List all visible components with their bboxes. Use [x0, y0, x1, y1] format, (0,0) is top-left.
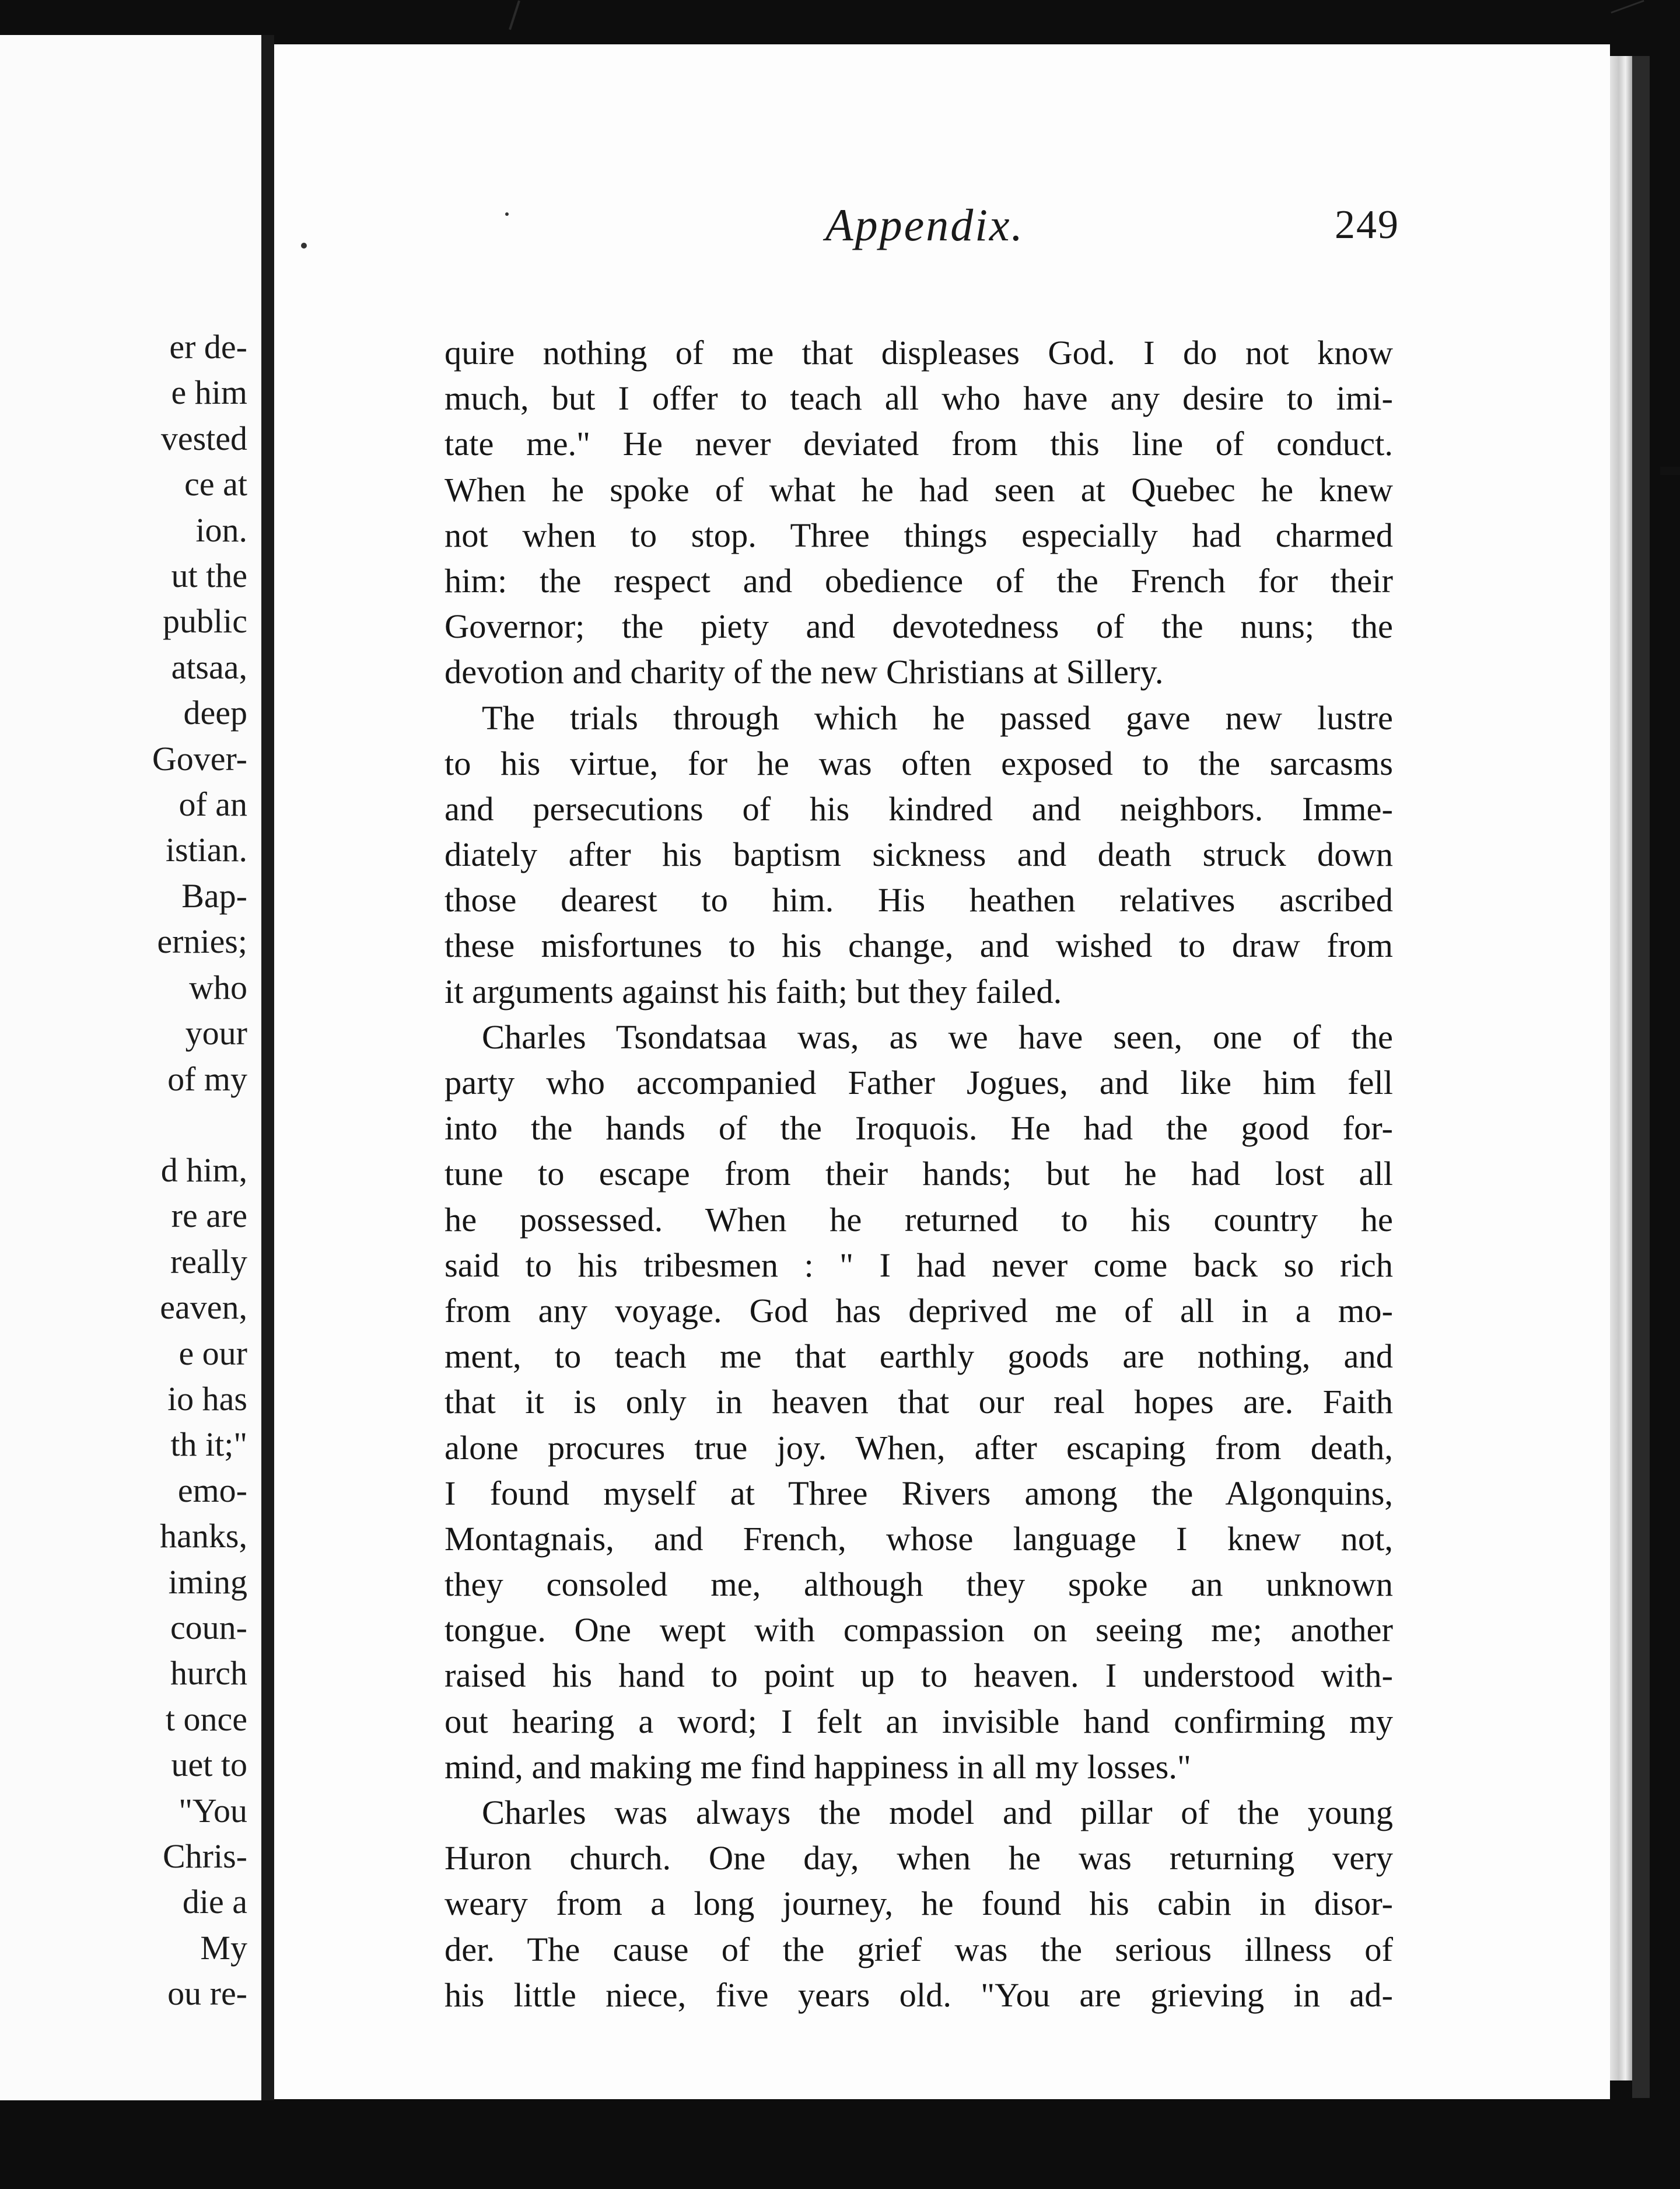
text-line: that it is only in heaven that our real hopes are. Faith	[444, 1383, 1393, 1421]
text-line: Charles Tsondatsaa was, as we have seen, one of the	[482, 1017, 1393, 1056]
right-page	[274, 44, 1610, 2099]
paragraph	[444, 1790, 1393, 2018]
text-line: quire nothing of me that displeases God. I do not know	[444, 334, 1393, 372]
text-line: I found myself at Three Rivers among the Algonquins,	[444, 1474, 1393, 1512]
left-line: hurch	[170, 1654, 247, 1693]
left-line: My	[200, 1928, 247, 1967]
left-line: t once	[165, 1700, 247, 1738]
left-line: re are	[171, 1197, 247, 1235]
page-number: 249	[1335, 202, 1399, 247]
left-line: ernies;	[157, 922, 247, 961]
text-line: mind, and making me find happiness in all my losses."	[444, 1747, 1191, 1786]
text-line: weary from a long journey, he found his cabin in disor-	[444, 1884, 1393, 1923]
text-line: Montagnais, and French, whose language I knew not,	[444, 1519, 1393, 1558]
left-line: hanks,	[160, 1517, 247, 1555]
text-line: out hearing a word; I felt an invisible hand confirming my	[444, 1702, 1393, 1740]
text-line: ment, to teach me that earthly goods are nothing, and	[444, 1337, 1393, 1376]
left-line: coun-	[170, 1608, 247, 1646]
text-line: these misfortunes to his change, and wished to draw from	[444, 926, 1393, 965]
scan-border-bottom	[0, 2100, 1680, 2189]
text-line: tate me." He never deviated from this line of conduct.	[444, 425, 1393, 463]
book-gutter	[261, 35, 274, 2101]
text-line: tune to escape from their hands; but he had lost all	[444, 1155, 1393, 1193]
text-line: into the hands of the Iroquois. He had the good for-	[444, 1109, 1393, 1148]
left-line: d him,	[160, 1151, 247, 1189]
text-line: alone procures true joy. When, after escaping from death,	[444, 1428, 1393, 1467]
left-line: ou re-	[167, 1974, 247, 2013]
left-line: ce at	[184, 465, 247, 503]
scan-artifact	[1611, 0, 1644, 13]
left-line: "You	[178, 1791, 247, 1830]
text-line: When he spoke of what he had seen at Quebec he knew	[444, 470, 1393, 509]
text-line: Huron church. One day, when he was returning very	[444, 1839, 1393, 1877]
left-line: Gover-	[152, 739, 247, 778]
left-line: deep	[183, 694, 247, 732]
text-line: from any voyage. God has deprived me of all in a mo-	[444, 1291, 1393, 1330]
left-line: emo-	[177, 1471, 247, 1509]
text-line: his little niece, five years old. "You are grieving in ad-	[444, 1975, 1393, 2014]
text-line: he possessed. When he returned to his country he	[444, 1200, 1393, 1239]
running-head: Appendix.	[825, 200, 1025, 250]
left-line: ion.	[195, 510, 247, 549]
text-line: to his virtue, for he was often exposed to the sarcasms	[444, 744, 1393, 782]
left-line: public	[163, 602, 247, 641]
left-page-text	[152, 324, 247, 2017]
left-line: eaven,	[160, 1288, 247, 1327]
text-line: they consoled me, although they spoke an unknown	[444, 1565, 1393, 1604]
left-line: vested	[160, 419, 247, 457]
left-line: really	[170, 1242, 247, 1281]
left-line: iming	[168, 1562, 247, 1601]
left-line: ut the	[171, 557, 247, 595]
text-line: raised his hand to point up to heaven. I understood with-	[444, 1656, 1393, 1695]
page-stack-edge	[1610, 56, 1632, 2080]
scan-artifact	[1660, 467, 1680, 475]
left-line: th it;"	[170, 1425, 247, 1464]
text-line: Governor; the piety and devotedness of the nuns; the	[444, 607, 1393, 646]
scan-artifact	[509, 1, 520, 30]
left-line: e him	[171, 373, 247, 412]
text-line: it arguments against his faith; but they failed.	[444, 972, 1062, 1010]
left-line: io has	[167, 1379, 247, 1418]
left-line: er de-	[169, 328, 247, 366]
text-line: Charles was always the model and pillar of the young	[482, 1793, 1393, 1831]
left-line: atsaa,	[171, 648, 247, 686]
left-line: e our	[178, 1334, 247, 1372]
paragraph	[444, 695, 1393, 1015]
paragraph	[444, 1015, 1393, 1790]
page-edge-shadow	[1632, 56, 1650, 2098]
page-body	[444, 330, 1393, 2018]
print-speck	[505, 212, 509, 216]
text-line: der. The cause of the grief was the serious illness of	[444, 1930, 1393, 1968]
text-line: devotion and charity of the new Christians at Sillery.	[444, 653, 1164, 691]
text-line: said to his tribesmen : " I had never come back so rich	[444, 1246, 1393, 1284]
text-line: not when to stop. Three things especially had charmed	[444, 516, 1393, 554]
text-line: much, but I offer to teach all who have any desire to imi-	[444, 379, 1393, 418]
paragraph	[444, 330, 1393, 695]
left-line: Chris-	[163, 1837, 247, 1875]
text-line: him: the respect and obedience of the French for their	[444, 561, 1393, 600]
left-line: of my	[167, 1059, 247, 1098]
left-line: Bap-	[181, 876, 247, 915]
text-line: tongue. One wept with compassion on seeing me; another	[444, 1611, 1393, 1649]
left-line: your	[185, 1014, 247, 1052]
text-line: party who accompanied Father Jogues, and like him fell	[444, 1064, 1393, 1102]
text-line: and persecutions of his kindred and neighbors. Imme-	[444, 789, 1393, 828]
left-line: die a	[182, 1883, 247, 1921]
text-line: The trials through which he passed gave new lustre	[482, 698, 1393, 737]
text-line: those dearest to him. His heathen relatives ascribed	[444, 881, 1393, 919]
left-line: of an	[178, 785, 247, 824]
left-line: who	[189, 968, 247, 1006]
text-line: diately after his baptism sickness and death struck down	[444, 835, 1393, 874]
left-page	[0, 35, 261, 2101]
print-speck	[301, 243, 307, 249]
left-line: uet to	[171, 1746, 247, 1784]
left-line: istian.	[165, 831, 247, 869]
